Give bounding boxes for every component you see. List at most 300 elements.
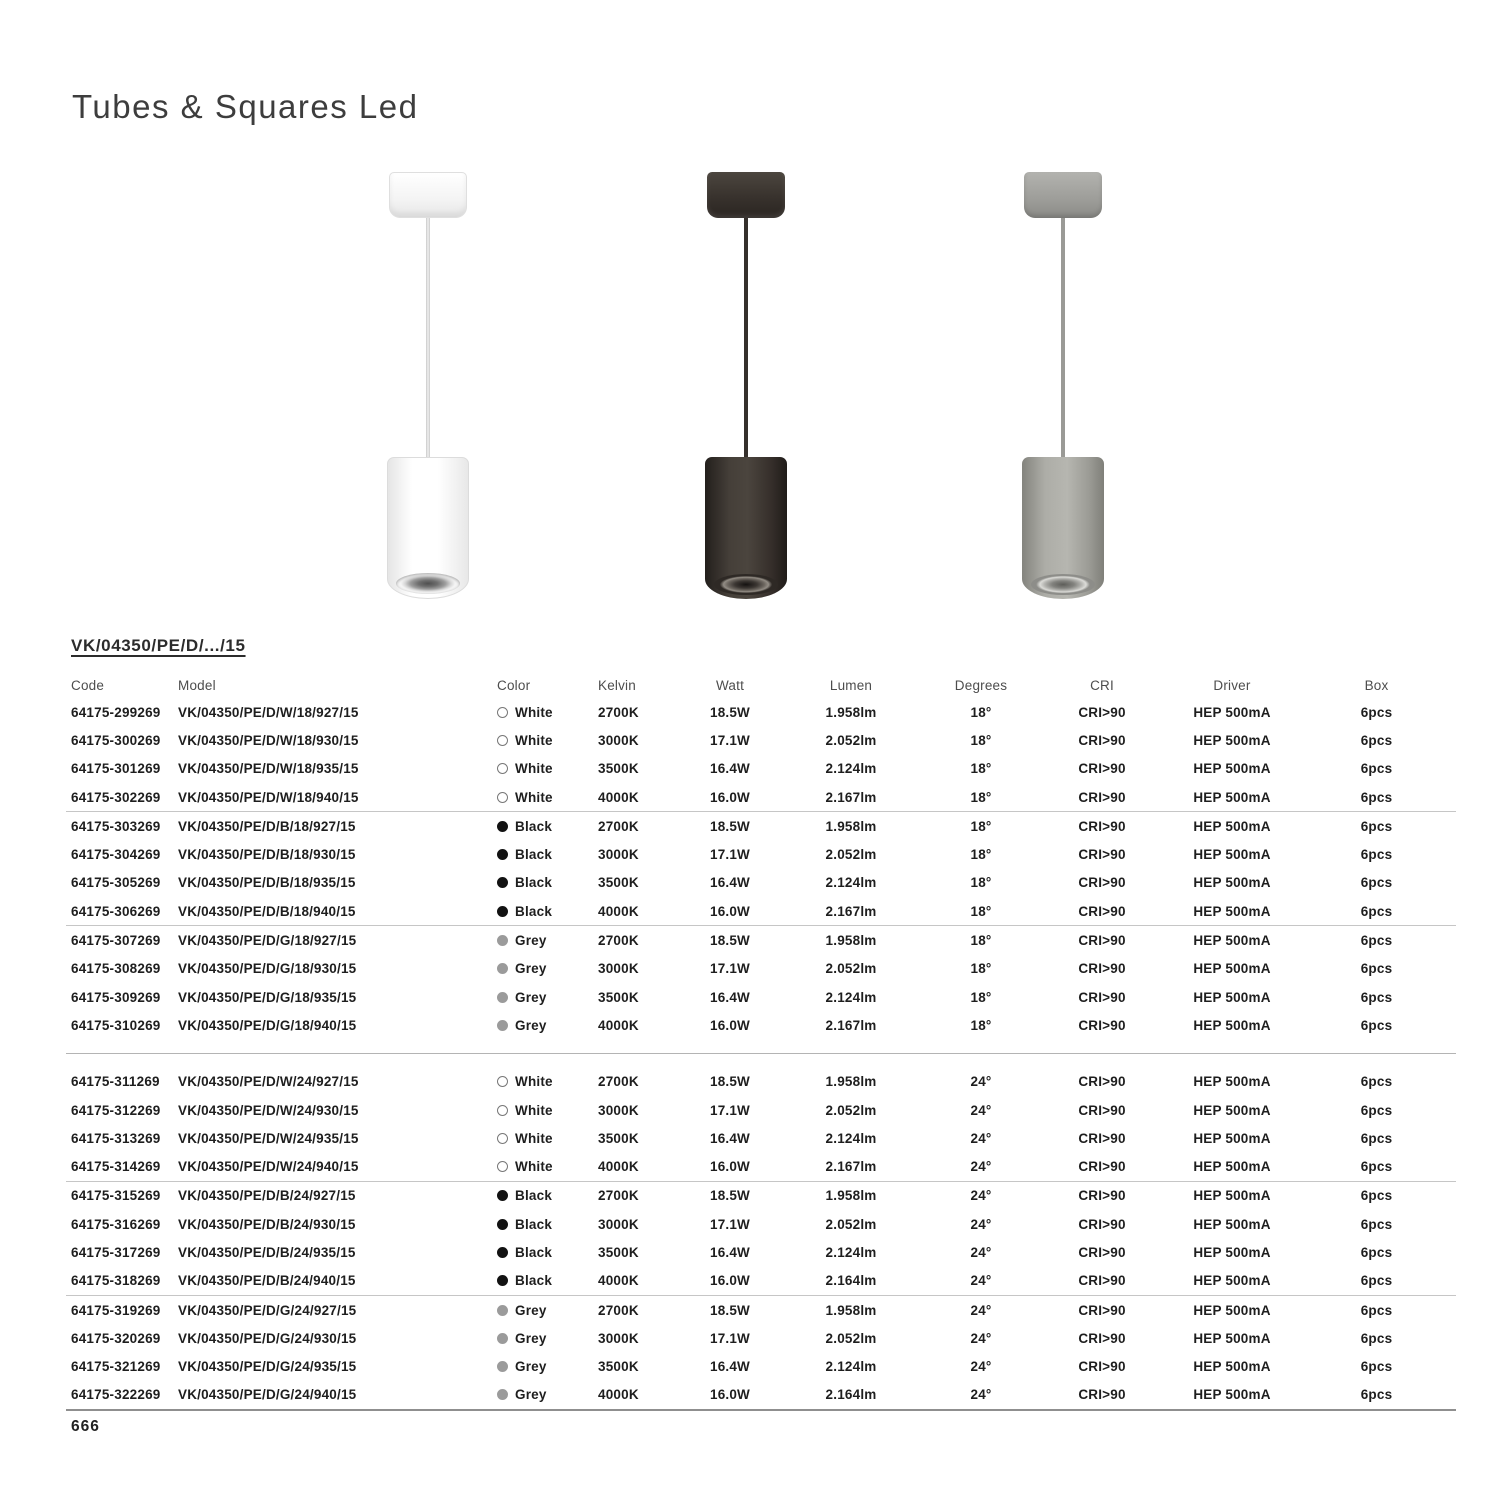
cell-box: 6pcs xyxy=(1360,1130,1393,1146)
cell-kelvin: 3500K xyxy=(598,761,639,777)
cell-kelvin: 4000K xyxy=(598,789,639,805)
table-row xyxy=(66,1296,1456,1324)
cell-color xyxy=(493,733,593,748)
cell-color xyxy=(493,1273,593,1288)
suspension-stem xyxy=(1061,218,1065,457)
cell-model: VK/04350/PE/D/G/24/940/15 xyxy=(178,1387,357,1403)
table-row xyxy=(66,698,1456,726)
table-row xyxy=(66,1068,1456,1096)
color-label: Black xyxy=(515,875,553,891)
cell-degrees: 18° xyxy=(970,761,992,777)
cell-driver: HEP 500mA xyxy=(1193,1359,1271,1375)
cell-lumen: 2.052lm xyxy=(825,1330,877,1346)
cell-color xyxy=(493,933,593,948)
table-row xyxy=(66,897,1456,925)
cell-box: 6pcs xyxy=(1360,847,1393,863)
cell-code: 64175-311269 xyxy=(71,1074,160,1090)
color-label: Grey xyxy=(515,1387,547,1403)
black-swatch-icon xyxy=(497,849,508,860)
table-row xyxy=(66,1381,1456,1409)
color-label: Black xyxy=(515,1188,553,1204)
cell-code: 64175-319269 xyxy=(71,1302,161,1318)
cell-code: 64175-304269 xyxy=(71,847,161,863)
cell-color xyxy=(493,1103,593,1118)
cell-driver: HEP 500mA xyxy=(1193,989,1271,1005)
cell-degrees: 18° xyxy=(970,704,992,720)
column-header-color: Color xyxy=(497,677,531,693)
cell-watt: 16.4W xyxy=(709,989,751,1005)
cell-model: VK/04350/PE/D/B/24/935/15 xyxy=(178,1244,356,1260)
cell-driver: HEP 500mA xyxy=(1193,903,1271,919)
cell-model: VK/04350/PE/D/W/18/940/15 xyxy=(178,789,359,805)
cell-watt: 16.0W xyxy=(709,789,751,805)
cell-cri: CRI>90 xyxy=(1078,704,1126,720)
cell-cri: CRI>90 xyxy=(1078,1216,1126,1232)
table-header-row xyxy=(66,672,1456,698)
cell-watt: 18.5W xyxy=(709,704,751,720)
cell-box: 6pcs xyxy=(1360,1017,1393,1033)
cell-cri: CRI>90 xyxy=(1078,1102,1126,1118)
color-label: Black xyxy=(515,903,553,919)
column-header-degrees: Degrees xyxy=(954,677,1008,693)
cell-driver: HEP 500mA xyxy=(1193,1387,1271,1403)
table-row xyxy=(66,955,1456,983)
black-swatch-icon xyxy=(497,1275,508,1286)
cell-model: VK/04350/PE/D/W/18/927/15 xyxy=(178,704,359,720)
cell-model: VK/04350/PE/D/W/24/927/15 xyxy=(178,1074,359,1090)
color-label: Black xyxy=(515,847,553,863)
table-row xyxy=(66,726,1456,754)
grey-swatch-icon xyxy=(497,935,508,946)
lamp-reflector xyxy=(1031,574,1095,595)
cell-box: 6pcs xyxy=(1360,989,1393,1005)
cell-model: VK/04350/PE/D/W/18/935/15 xyxy=(178,761,359,777)
column-header-watt: Watt xyxy=(715,677,745,693)
cell-code: 64175-307269 xyxy=(71,933,161,949)
cell-box: 6pcs xyxy=(1360,1330,1393,1346)
cell-cri: CRI>90 xyxy=(1078,847,1126,863)
table-row xyxy=(66,755,1456,783)
cell-degrees: 18° xyxy=(970,789,992,805)
cell-kelvin: 3000K xyxy=(598,847,639,863)
cell-model: VK/04350/PE/D/W/18/930/15 xyxy=(178,732,359,748)
cell-code: 64175-299269 xyxy=(71,704,161,720)
cell-kelvin: 2700K xyxy=(598,933,639,949)
cell-degrees: 24° xyxy=(970,1074,992,1090)
cell-degrees: 24° xyxy=(970,1216,992,1232)
cell-watt: 16.0W xyxy=(709,1159,751,1175)
cell-degrees: 18° xyxy=(970,818,992,834)
cell-lumen: 2.124lm xyxy=(825,1130,877,1146)
cell-box: 6pcs xyxy=(1360,1359,1393,1375)
lamp-reflector xyxy=(396,573,460,594)
table-row xyxy=(66,812,1456,840)
cell-code: 64175-321269 xyxy=(71,1359,161,1375)
cell-model: VK/04350/PE/D/W/24/940/15 xyxy=(178,1159,359,1175)
cell-box: 6pcs xyxy=(1360,1216,1393,1232)
white-swatch-icon xyxy=(497,1105,508,1116)
cell-driver: HEP 500mA xyxy=(1193,1216,1271,1232)
cell-cri: CRI>90 xyxy=(1078,1130,1126,1146)
color-label: White xyxy=(515,704,553,720)
column-header-kelvin: Kelvin xyxy=(598,677,636,693)
cell-lumen: 2.164lm xyxy=(825,1273,877,1289)
footer-divider xyxy=(66,1409,1456,1411)
table-row xyxy=(66,983,1456,1011)
cell-box: 6pcs xyxy=(1360,1159,1393,1175)
cell-driver: HEP 500mA xyxy=(1193,1188,1271,1204)
cell-driver: HEP 500mA xyxy=(1193,1159,1271,1175)
white-swatch-icon xyxy=(497,707,508,718)
cell-code: 64175-320269 xyxy=(71,1330,161,1346)
cell-lumen: 2.052lm xyxy=(825,1102,877,1118)
cell-kelvin: 2700K xyxy=(598,1302,639,1318)
cell-cri: CRI>90 xyxy=(1078,789,1126,805)
cell-driver: HEP 500mA xyxy=(1193,1017,1271,1033)
cell-lumen: 1.958lm xyxy=(825,1074,877,1090)
cell-kelvin: 3000K xyxy=(598,732,639,748)
table-row xyxy=(66,926,1456,954)
cell-code: 64175-312269 xyxy=(71,1102,161,1118)
cell-cri: CRI>90 xyxy=(1078,1159,1126,1175)
cell-cri: CRI>90 xyxy=(1078,1244,1126,1260)
cell-watt: 16.4W xyxy=(709,761,751,777)
cell-color xyxy=(493,875,593,890)
cell-kelvin: 4000K xyxy=(598,1017,639,1033)
color-label: Black xyxy=(515,1244,553,1260)
cell-watt: 17.1W xyxy=(709,1216,751,1232)
cell-driver: HEP 500mA xyxy=(1193,704,1271,720)
cell-watt: 18.5W xyxy=(709,818,751,834)
column-header-model: Model xyxy=(178,677,216,693)
cell-model: VK/04350/PE/D/B/24/927/15 xyxy=(178,1188,356,1204)
cell-watt: 16.4W xyxy=(709,1130,751,1146)
column-header-code: Code xyxy=(71,677,105,693)
cell-color xyxy=(493,1131,593,1146)
cell-degrees: 24° xyxy=(970,1387,992,1403)
cell-driver: HEP 500mA xyxy=(1193,1130,1271,1146)
cell-kelvin: 3000K xyxy=(598,1330,639,1346)
cell-model: VK/04350/PE/D/G/24/935/15 xyxy=(178,1359,357,1375)
cell-model: VK/04350/PE/D/G/18/935/15 xyxy=(178,989,357,1005)
grey-swatch-icon xyxy=(497,1361,508,1372)
cell-box: 6pcs xyxy=(1360,761,1393,777)
color-label: White xyxy=(515,789,553,805)
cell-color xyxy=(493,904,593,919)
cell-lumen: 1.958lm xyxy=(825,818,877,834)
cell-box: 6pcs xyxy=(1360,732,1393,748)
cell-degrees: 24° xyxy=(970,1244,992,1260)
family-code: VK/04350/PE/D/.../15 xyxy=(71,636,246,655)
cell-watt: 17.1W xyxy=(709,1102,751,1118)
color-label: Black xyxy=(515,818,553,834)
cell-cri: CRI>90 xyxy=(1078,1387,1126,1403)
cell-watt: 16.0W xyxy=(709,1387,751,1403)
cell-driver: HEP 500mA xyxy=(1193,933,1271,949)
cell-degrees: 24° xyxy=(970,1159,992,1175)
cell-degrees: 18° xyxy=(970,933,992,949)
cell-cri: CRI>90 xyxy=(1078,1273,1126,1289)
cell-cri: CRI>90 xyxy=(1078,732,1126,748)
color-label: Grey xyxy=(515,933,547,949)
cell-degrees: 24° xyxy=(970,1102,992,1118)
cell-color xyxy=(493,790,593,805)
cell-color xyxy=(493,990,593,1005)
cell-watt: 16.0W xyxy=(709,903,751,919)
cell-lumen: 2.124lm xyxy=(825,1244,877,1260)
cell-degrees: 18° xyxy=(970,961,992,977)
cell-cri: CRI>90 xyxy=(1078,989,1126,1005)
cell-model: VK/04350/PE/D/B/18/927/15 xyxy=(178,818,356,834)
color-label: Black xyxy=(515,1216,553,1232)
cell-kelvin: 3500K xyxy=(598,1130,639,1146)
cell-model: VK/04350/PE/D/B/18/940/15 xyxy=(178,903,356,919)
grey-swatch-icon xyxy=(497,1333,508,1344)
cell-driver: HEP 500mA xyxy=(1193,1302,1271,1318)
grey-swatch-icon xyxy=(497,963,508,974)
cell-model: VK/04350/PE/D/W/24/935/15 xyxy=(178,1130,359,1146)
cell-lumen: 2.052lm xyxy=(825,732,877,748)
cell-degrees: 18° xyxy=(970,1017,992,1033)
cell-degrees: 18° xyxy=(970,847,992,863)
cell-model: VK/04350/PE/D/G/18/930/15 xyxy=(178,961,357,977)
cell-code: 64175-314269 xyxy=(71,1159,161,1175)
table-body xyxy=(66,698,1456,1409)
cell-kelvin: 4000K xyxy=(598,903,639,919)
cell-kelvin: 3000K xyxy=(598,1216,639,1232)
lamp-body xyxy=(705,457,787,599)
cell-degrees: 24° xyxy=(970,1302,992,1318)
black-swatch-icon xyxy=(497,1247,508,1258)
cell-lumen: 2.167lm xyxy=(825,903,877,919)
cell-color xyxy=(493,1217,593,1232)
cell-cri: CRI>90 xyxy=(1078,1188,1126,1204)
cell-kelvin: 2700K xyxy=(598,1074,639,1090)
cell-code: 64175-313269 xyxy=(71,1130,161,1146)
cell-box: 6pcs xyxy=(1360,1188,1393,1204)
cell-lumen: 2.052lm xyxy=(825,1216,877,1232)
column-header-driver: Driver xyxy=(1213,677,1251,693)
spec-table xyxy=(66,672,1456,1436)
color-label: Grey xyxy=(515,989,547,1005)
cell-degrees: 24° xyxy=(970,1273,992,1289)
cell-watt: 16.4W xyxy=(709,875,751,891)
cell-kelvin: 4000K xyxy=(598,1159,639,1175)
cell-color xyxy=(493,1387,593,1402)
cell-box: 6pcs xyxy=(1360,961,1393,977)
color-label: White xyxy=(515,1102,553,1118)
ceiling-canopy xyxy=(389,172,467,218)
cell-kelvin: 4000K xyxy=(598,1387,639,1403)
table-row xyxy=(66,783,1456,811)
color-label: Grey xyxy=(515,1330,547,1346)
cell-cri: CRI>90 xyxy=(1078,1359,1126,1375)
column-header-box: Box xyxy=(1364,677,1389,693)
cell-kelvin: 2700K xyxy=(598,1188,639,1204)
cell-degrees: 18° xyxy=(970,875,992,891)
lamp-body xyxy=(387,457,469,599)
cell-driver: HEP 500mA xyxy=(1193,1273,1271,1289)
suspension-stem xyxy=(744,218,748,457)
table-row xyxy=(66,1011,1456,1039)
cell-watt: 17.1W xyxy=(709,847,751,863)
cell-degrees: 18° xyxy=(970,903,992,919)
cell-cri: CRI>90 xyxy=(1078,1302,1126,1318)
section-divider xyxy=(66,1040,1456,1068)
cell-box: 6pcs xyxy=(1360,1302,1393,1318)
cell-color xyxy=(493,1331,593,1346)
cell-box: 6pcs xyxy=(1360,933,1393,949)
cell-box: 6pcs xyxy=(1360,1102,1393,1118)
cell-cri: CRI>90 xyxy=(1078,903,1126,919)
page-title: Tubes & Squares Led xyxy=(72,88,419,125)
cell-lumen: 1.958lm xyxy=(825,1188,877,1204)
cell-watt: 18.5W xyxy=(709,1074,751,1090)
color-label: Grey xyxy=(515,1017,547,1033)
table-row xyxy=(66,1152,1456,1180)
white-swatch-icon xyxy=(497,792,508,803)
cell-driver: HEP 500mA xyxy=(1193,789,1271,805)
grey-swatch-icon xyxy=(497,1305,508,1316)
cell-cri: CRI>90 xyxy=(1078,933,1126,949)
cell-code: 64175-310269 xyxy=(71,1017,161,1033)
color-label: Grey xyxy=(515,1359,547,1375)
cell-cri: CRI>90 xyxy=(1078,875,1126,891)
color-label: White xyxy=(515,1074,553,1090)
cell-lumen: 2.124lm xyxy=(825,761,877,777)
table-row xyxy=(66,1267,1456,1295)
ceiling-canopy xyxy=(1024,172,1102,218)
cell-model: VK/04350/PE/D/G/18/927/15 xyxy=(178,933,357,949)
cell-model: VK/04350/PE/D/B/24/930/15 xyxy=(178,1216,356,1232)
black-swatch-icon xyxy=(497,821,508,832)
table-row xyxy=(66,1124,1456,1152)
cell-degrees: 18° xyxy=(970,989,992,1005)
cell-code: 64175-302269 xyxy=(71,789,161,805)
cell-lumen: 2.167lm xyxy=(825,789,877,805)
table-row xyxy=(66,840,1456,868)
table-row xyxy=(66,1182,1456,1210)
cell-box: 6pcs xyxy=(1360,818,1393,834)
cell-driver: HEP 500mA xyxy=(1193,818,1271,834)
cell-code: 64175-316269 xyxy=(71,1216,161,1232)
cell-color xyxy=(493,819,593,834)
cell-degrees: 24° xyxy=(970,1130,992,1146)
cell-color xyxy=(493,847,593,862)
cell-degrees: 24° xyxy=(970,1188,992,1204)
cell-degrees: 18° xyxy=(970,732,992,748)
page-number: 666 xyxy=(71,1418,100,1436)
table-row xyxy=(66,869,1456,897)
product-image-black-pendant xyxy=(705,172,787,599)
table-row xyxy=(66,1324,1456,1352)
cell-lumen: 2.124lm xyxy=(825,875,877,891)
cell-lumen: 2.124lm xyxy=(825,1359,877,1375)
ceiling-canopy xyxy=(707,172,785,218)
black-swatch-icon xyxy=(497,906,508,917)
cell-code: 64175-322269 xyxy=(71,1387,161,1403)
color-label: Grey xyxy=(515,961,547,977)
cell-lumen: 2.052lm xyxy=(825,847,877,863)
white-swatch-icon xyxy=(497,763,508,774)
cell-lumen: 1.958lm xyxy=(825,933,877,949)
cell-driver: HEP 500mA xyxy=(1193,1330,1271,1346)
cell-box: 6pcs xyxy=(1360,1244,1393,1260)
color-label: White xyxy=(515,1130,553,1146)
lamp-body xyxy=(1022,457,1104,599)
cell-code: 64175-315269 xyxy=(71,1188,161,1204)
table-row xyxy=(66,1353,1456,1381)
cell-code: 64175-306269 xyxy=(71,903,161,919)
cell-kelvin: 2700K xyxy=(598,818,639,834)
column-header-cri: CRI xyxy=(1090,677,1114,693)
table-row xyxy=(66,1238,1456,1266)
cell-box: 6pcs xyxy=(1360,1074,1393,1090)
cell-code: 64175-300269 xyxy=(71,732,161,748)
product-image-white-pendant xyxy=(387,172,469,599)
cell-color xyxy=(493,1159,593,1174)
cell-color xyxy=(493,1074,593,1089)
cell-degrees: 24° xyxy=(970,1330,992,1346)
cell-box: 6pcs xyxy=(1360,1273,1393,1289)
cell-box: 6pcs xyxy=(1360,1387,1393,1403)
cell-lumen: 2.124lm xyxy=(825,989,877,1005)
white-swatch-icon xyxy=(497,1133,508,1144)
cell-driver: HEP 500mA xyxy=(1193,1244,1271,1260)
cell-kelvin: 3500K xyxy=(598,989,639,1005)
cell-driver: HEP 500mA xyxy=(1193,847,1271,863)
cell-watt: 18.5W xyxy=(709,933,751,949)
color-label: Grey xyxy=(515,1302,547,1318)
cell-color xyxy=(493,1359,593,1374)
cell-driver: HEP 500mA xyxy=(1193,875,1271,891)
cell-model: VK/04350/PE/D/G/24/930/15 xyxy=(178,1330,357,1346)
white-swatch-icon xyxy=(497,1076,508,1087)
cell-watt: 17.1W xyxy=(709,1330,751,1346)
cell-lumen: 2.164lm xyxy=(825,1387,877,1403)
cell-cri: CRI>90 xyxy=(1078,961,1126,977)
cell-lumen: 2.167lm xyxy=(825,1017,877,1033)
cell-kelvin: 3000K xyxy=(598,961,639,977)
color-label: White xyxy=(515,761,553,777)
cell-watt: 16.0W xyxy=(709,1017,751,1033)
cell-model: VK/04350/PE/D/B/18/935/15 xyxy=(178,875,356,891)
black-swatch-icon xyxy=(497,877,508,888)
cell-code: 64175-318269 xyxy=(71,1273,161,1289)
cell-code: 64175-303269 xyxy=(71,818,161,834)
cell-lumen: 1.958lm xyxy=(825,704,877,720)
product-image-grey-pendant xyxy=(1022,172,1104,599)
cell-watt: 17.1W xyxy=(709,732,751,748)
cell-color xyxy=(493,1303,593,1318)
color-label: White xyxy=(515,732,553,748)
cell-kelvin: 3500K xyxy=(598,1244,639,1260)
grey-swatch-icon xyxy=(497,1389,508,1400)
black-swatch-icon xyxy=(497,1190,508,1201)
cell-kelvin: 2700K xyxy=(598,704,639,720)
black-swatch-icon xyxy=(497,1219,508,1230)
white-swatch-icon xyxy=(497,1161,508,1172)
cell-driver: HEP 500mA xyxy=(1193,1074,1271,1090)
cell-watt: 16.4W xyxy=(709,1244,751,1260)
cell-cri: CRI>90 xyxy=(1078,1017,1126,1033)
cell-kelvin: 3500K xyxy=(598,1359,639,1375)
cell-watt: 17.1W xyxy=(709,961,751,977)
cell-code: 64175-308269 xyxy=(71,961,161,977)
cell-color xyxy=(493,961,593,976)
cell-kelvin: 3000K xyxy=(598,1102,639,1118)
grey-swatch-icon xyxy=(497,992,508,1003)
